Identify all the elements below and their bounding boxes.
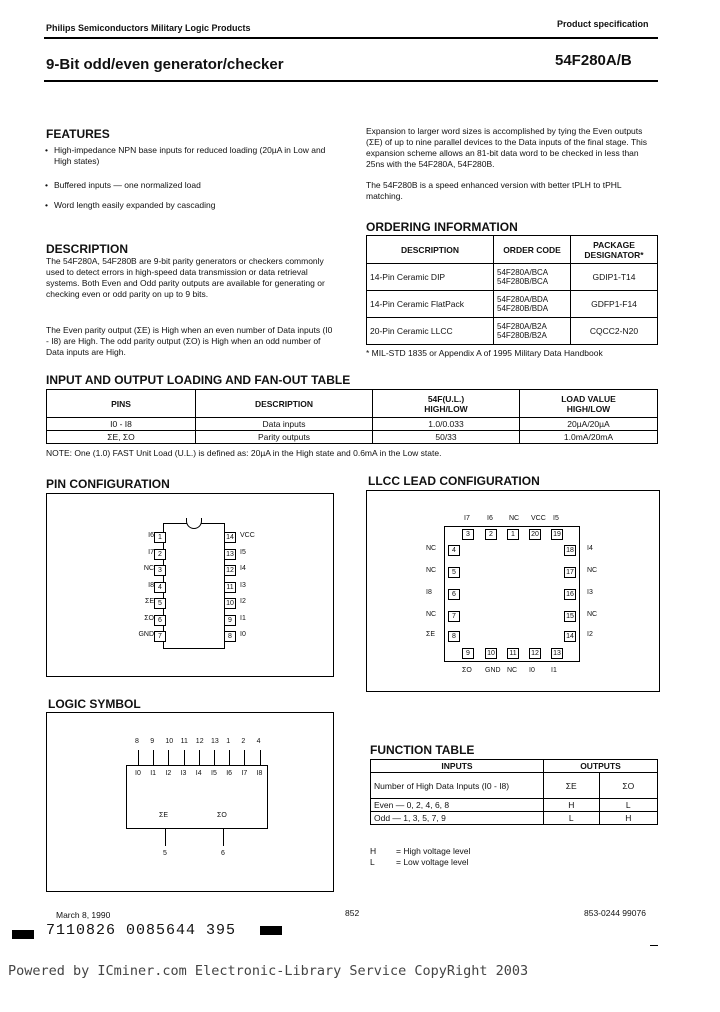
- ordering-cell: 20-Pin Ceramic LLCC: [367, 318, 494, 345]
- loading-cell: Parity outputs: [196, 431, 373, 444]
- llcc-pin-number: 2: [485, 529, 497, 540]
- logic-input-label: I0: [135, 770, 141, 777]
- barcode-text: 7110826 0085644 395: [46, 922, 237, 939]
- ft-out-head: ΣE: [544, 773, 600, 799]
- loading-cell: 1.0/0.033: [373, 418, 520, 431]
- dip-pin-number: 14: [224, 532, 236, 543]
- logic-input-line: [214, 750, 215, 765]
- llcc-pin-label: I8: [426, 589, 432, 596]
- loading-col: DESCRIPTION: [196, 390, 373, 418]
- dip-pin-label: I2: [240, 598, 246, 605]
- dip-pin-label: I5: [240, 548, 246, 556]
- ordering-table: [366, 235, 658, 345]
- ordering-cell: 54F280A/B2A 54F280B/B2A: [494, 318, 571, 345]
- ft-row-head: Number of High Data Inputs (I0 - I8): [371, 773, 544, 799]
- ordering-col: DESCRIPTION: [367, 236, 494, 264]
- logic-output-line: [165, 828, 166, 846]
- loading-col: 54F(U.L.) HIGH/LOW: [373, 390, 520, 418]
- ordering-col: ORDER CODE: [494, 236, 571, 264]
- logic-input-line: [199, 750, 200, 765]
- dip-pin-number: 2: [154, 549, 166, 560]
- ordering-note: * MIL-STD 1835 or Appendix A of 1995 Military Data Handbook: [366, 348, 603, 358]
- dip-pin-label: I6: [148, 532, 154, 539]
- speed-para: The 54F280B is a speed enhanced version with better tPLH to tPHL matching.: [366, 180, 622, 201]
- llcc-pin-number: 11: [507, 648, 519, 659]
- logic-output-label: ΣE: [159, 812, 168, 819]
- feature-item: • Word length easily expanded by cascading: [54, 200, 334, 211]
- loading-cell: 1.0mA/20mA: [520, 431, 658, 444]
- ft-cell: L: [599, 799, 657, 812]
- logic-pin-number: 1: [226, 738, 231, 745]
- logic-pin-number: 10: [165, 738, 174, 745]
- dip-package: [163, 523, 225, 649]
- header-rule: [44, 37, 658, 39]
- llcc-pin-label: VCC: [531, 515, 546, 522]
- llcc-pin-number: 7: [448, 611, 460, 622]
- ft-out-head: ΣO: [599, 773, 657, 799]
- logic-input-label: I1: [150, 770, 157, 777]
- dip-pin-number: 12: [224, 565, 236, 576]
- llcc-pin-number: 6: [448, 589, 460, 600]
- dip-pin-label: I1: [240, 614, 246, 622]
- ft-legend-key: H: [370, 846, 377, 856]
- logic-output-pin: 5: [163, 850, 167, 857]
- ordering-cell: 54F280A/BCA 54F280B/BCA: [494, 264, 571, 291]
- ft-cell: H: [544, 799, 600, 812]
- logic-pin-number: 8: [135, 738, 139, 745]
- llcc-pin-label: I2: [587, 631, 593, 638]
- llcc-pin-number: 4: [448, 545, 460, 556]
- llcc-pin-label: NC: [509, 515, 520, 522]
- logic-input-line: [153, 750, 154, 765]
- ft-legend-l: [370, 857, 469, 868]
- llcc-pin-label: NC: [587, 611, 598, 618]
- description-para-1: The 54F280A, 54F280B are 9-bit parity generators or checkers commonly used to detect errors in high-speed data transmission or data retrieval systems. Both Even and Odd parity outputs are available for generating or checking even or odd parity on up to 9 bits.: [46, 256, 325, 299]
- ft-legend-val: = Low voltage level: [396, 857, 469, 867]
- function-table: [370, 759, 658, 825]
- llcc-pin-label: NC: [507, 667, 518, 674]
- llcc-pin-label: I5: [553, 515, 559, 522]
- ordering-heading: ORDERING INFORMATION: [366, 220, 518, 234]
- logic-pin-number: 2: [241, 738, 246, 745]
- title-rule: [44, 80, 658, 82]
- llcc-pin-label: NC: [426, 545, 437, 552]
- llcc-pin-label: GND: [485, 667, 501, 674]
- llcc-pin-number: 19: [551, 529, 563, 540]
- llcc-pin-number: 20: [529, 529, 541, 540]
- logic-input-line: [168, 750, 169, 765]
- loading-heading: INPUT AND OUTPUT LOADING AND FAN-OUT TABLE: [46, 373, 351, 387]
- loading-note: NOTE: One (1.0) FAST Unit Load (U.L.) is defined as: 20µA in the High state and 0.6mA in the Low state.: [46, 448, 442, 458]
- loading-cell: 20µA/20µA: [520, 418, 658, 431]
- llcc-pin-number: 3: [462, 529, 474, 540]
- ordering-cell: 14-Pin Ceramic DIP: [367, 264, 494, 291]
- llcc-pin-label: I6: [487, 515, 493, 522]
- llcc-pin-number: 1: [507, 529, 519, 540]
- ordering-cell: GDFP1-F14: [571, 291, 658, 318]
- ft-outputs-head: OUTPUTS: [544, 760, 658, 773]
- expansion-para: Expansion to larger word sizes is accomplished by tying the Even outputs (ΣE) of up to nine parallel devices to the Data inputs of the final stage. This expansion scheme allows an 81-bit data word to be checked in less than 25ns with the 54F280A, 54F280B.: [366, 126, 648, 169]
- logic-input-label: I5: [211, 770, 217, 777]
- page-title: 9-Bit odd/even generator/checker: [46, 56, 284, 73]
- logic-output-pin: 6: [221, 850, 225, 857]
- dip-pin-label: I7: [148, 548, 154, 556]
- dip-pin-label: I8: [148, 581, 154, 589]
- dip-pin-number: 13: [224, 549, 236, 560]
- dip-pin-label: I4: [240, 565, 246, 572]
- llcc-pin-number: 16: [564, 589, 576, 600]
- part-number: 54F280A/B: [555, 52, 632, 69]
- loading-cell: 50/33: [373, 431, 520, 444]
- llcc-pin-number: 18: [564, 545, 576, 556]
- logic-input-line: [229, 750, 230, 765]
- ft-cell: Even — 0, 2, 4, 6, 8: [371, 799, 544, 812]
- dip-pin-label: GND: [138, 631, 154, 638]
- loading-cell: I0 - I8: [47, 418, 196, 431]
- llcc-pin-label: I0: [529, 667, 535, 674]
- logic-pin-number: 9: [150, 738, 155, 745]
- footer-page: 852: [345, 908, 360, 918]
- logic-input-label: I7: [241, 770, 248, 777]
- barcode-bar-left: [12, 930, 34, 939]
- llcc-pin-label: I7: [464, 515, 470, 522]
- ordering-cell: CQCC2-N20: [571, 318, 658, 345]
- llcc-pin-number: 15: [564, 611, 576, 622]
- ordering-cell: 14-Pin Ceramic FlatPack: [367, 291, 494, 318]
- ft-cell: L: [544, 812, 600, 825]
- dip-pin-number: 10: [224, 598, 236, 609]
- function-table-heading: FUNCTION TABLE: [370, 743, 475, 757]
- loading-col: PINS: [47, 390, 196, 418]
- ordering-col: PACKAGE DESIGNATOR*: [571, 236, 658, 264]
- llcc-pin-number: 12: [529, 648, 541, 659]
- llcc-pin-number: 13: [551, 648, 563, 659]
- logic-input-label: I3: [180, 770, 187, 777]
- dip-pin-number: 11: [224, 582, 236, 593]
- logic-output-label: ΣO: [217, 812, 227, 819]
- logic-symbol-heading: LOGIC SYMBOL: [48, 697, 141, 711]
- llcc-pin-label: ΣE: [426, 631, 435, 638]
- logic-input-line: [138, 750, 139, 765]
- dip-pin-number: 8: [224, 631, 236, 642]
- barcode-bar-right: [260, 926, 282, 935]
- loading-cell: Data inputs: [196, 418, 373, 431]
- llcc-pin-label: NC: [426, 611, 437, 618]
- description-heading: DESCRIPTION: [46, 242, 129, 256]
- dip-pin-number: 4: [154, 582, 166, 593]
- footer-dash: [650, 945, 658, 946]
- dip-pin-label: ΣE: [145, 598, 154, 605]
- spec-label: Product specification: [557, 19, 649, 29]
- description-para-2: The Even parity output (ΣE) is High when an even number of Data inputs (I0 - I8) are High. The odd parity output (ΣO) is High when an odd number of Data inputs are High.: [46, 325, 333, 357]
- dip-pin-number: 9: [224, 615, 236, 626]
- dip-pin-number: 5: [154, 598, 166, 609]
- llcc-heading: LLCC LEAD CONFIGURATION: [368, 474, 540, 488]
- logic-pin-number: 13: [211, 738, 219, 745]
- llcc-pin-number: 9: [462, 648, 474, 659]
- logic-input-line: [244, 750, 245, 765]
- powered-by: Powered by ICminer.com Electronic-Library Service CopyRight 2003: [8, 963, 529, 979]
- llcc-package: [444, 526, 580, 662]
- logic-output-line: [223, 828, 224, 846]
- loading-cell: ΣE, ΣO: [47, 431, 196, 444]
- dip-pin-label: I3: [240, 581, 246, 589]
- feature-item: • High-impedance NPN base inputs for reduced loading (20µA in Low and High states): [54, 145, 334, 167]
- llcc-pin-number: 5: [448, 567, 460, 578]
- footer-date: March 8, 1990: [56, 910, 111, 920]
- ft-inputs-head: INPUTS: [371, 760, 544, 773]
- llcc-pin-number: 8: [448, 631, 460, 642]
- ft-cell: H: [599, 812, 657, 825]
- llcc-pin-label: I3: [587, 589, 593, 596]
- logic-input-label: I2: [165, 770, 172, 777]
- llcc-pin-label: I1: [551, 667, 557, 674]
- feature-item: • Buffered inputs — one normalized load: [54, 180, 334, 191]
- footer-doc: 853-0244 99076: [584, 908, 646, 918]
- llcc-pin-label: NC: [426, 567, 437, 574]
- llcc-pin-number: 14: [564, 631, 576, 642]
- logic-input-label: I8: [256, 770, 263, 777]
- dip-pin-number: 7: [154, 631, 166, 642]
- dip-pin-label: NC: [143, 565, 154, 572]
- llcc-pin-number: 10: [485, 648, 497, 659]
- logic-input-label: I6: [226, 770, 233, 777]
- loading-col: LOAD VALUE HIGH/LOW: [520, 390, 658, 418]
- pin-config-heading: PIN CONFIGURATION: [46, 477, 170, 491]
- ordering-cell: 54F280A/BDA 54F280B/BDA: [494, 291, 571, 318]
- llcc-pin-number: 17: [564, 567, 576, 578]
- ft-legend-val: = High voltage level: [396, 846, 471, 856]
- logic-pin-number: 11: [180, 738, 188, 745]
- dip-pin-number: 6: [154, 615, 166, 626]
- logic-pin-number: 4: [256, 738, 261, 745]
- dip-pin-number: 3: [154, 565, 166, 576]
- llcc-pin-label: ΣO: [462, 667, 472, 674]
- company-name: Philips Semiconductors Military Logic Products: [46, 23, 251, 33]
- ordering-cell: GDIP1-T14: [571, 264, 658, 291]
- ft-legend-h: [370, 846, 470, 857]
- loading-table: [46, 389, 658, 444]
- llcc-pin-label: NC: [587, 567, 598, 574]
- llcc-pin-label: I4: [587, 545, 593, 552]
- logic-input-line: [184, 750, 185, 765]
- dip-pin-number: 1: [154, 532, 166, 543]
- logic-pin-number: 12: [195, 738, 204, 745]
- ft-cell: Odd — 1, 3, 5, 7, 9: [371, 812, 544, 825]
- dip-pin-label: VCC: [240, 532, 255, 539]
- features-heading: FEATURES: [46, 127, 110, 141]
- logic-input-label: I4: [195, 770, 202, 777]
- ft-legend-key: L: [370, 857, 375, 867]
- dip-pin-label: I0: [240, 631, 246, 638]
- dip-pin-label: ΣO: [144, 614, 154, 622]
- logic-input-line: [260, 750, 261, 765]
